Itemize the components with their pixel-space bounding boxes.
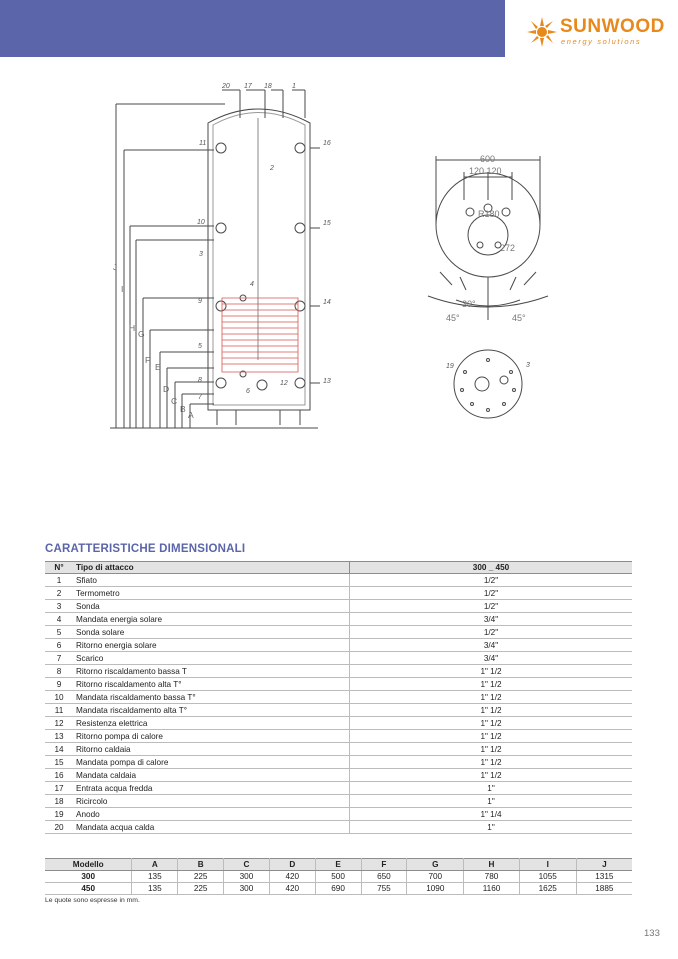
- plan-angle-right: 45°: [512, 313, 526, 323]
- dim-cell: 780: [464, 871, 519, 883]
- model-cell: 300: [45, 871, 132, 883]
- cell-value: 1" 1/2: [350, 704, 633, 717]
- section-title: CARATTERISTICHE DIMENSIONALI: [45, 543, 246, 555]
- cell-type: Ritorno riscaldamento alta T°: [73, 678, 350, 691]
- cell-value: 1": [350, 821, 633, 834]
- solar-coil: [222, 298, 298, 372]
- cell-num: 20: [45, 821, 73, 834]
- brand-name: SUNWOOD: [560, 16, 665, 37]
- cell-value: 1/2": [350, 574, 633, 587]
- cell-value: 1": [350, 795, 633, 808]
- cell-value: 1": [350, 782, 633, 795]
- brand-tagline: energy solutions: [561, 37, 642, 46]
- cell-type: Sonda solare: [73, 626, 350, 639]
- dim-letter-b: B: [180, 404, 186, 414]
- table-row: [45, 782, 632, 795]
- cell-num: 7: [45, 652, 73, 665]
- label-left-7: 7: [198, 394, 202, 401]
- plan-angle-30: 30°: [462, 299, 476, 309]
- cell-num: 17: [45, 782, 73, 795]
- dim-cell: 225: [178, 883, 224, 895]
- cell-value: 1/2": [350, 626, 633, 639]
- connections-header-row: [45, 562, 632, 574]
- dim-header: C: [224, 859, 270, 871]
- cell-type: Ricircolo: [73, 795, 350, 808]
- cell-value: 1" 1/2: [350, 665, 633, 678]
- cell-num: 16: [45, 769, 73, 782]
- cell-type: Anodo: [73, 808, 350, 821]
- table-row: [45, 678, 632, 691]
- table-row: [45, 691, 632, 704]
- table-row: [45, 769, 632, 782]
- technical-drawing: [0, 70, 678, 450]
- cell-value: 1" 1/2: [350, 730, 633, 743]
- cell-type: Resistenza elettrica: [73, 717, 350, 730]
- table-row: [45, 743, 632, 756]
- dim-letter-j: J: [113, 262, 118, 272]
- cell-num: 1: [45, 574, 73, 587]
- cell-value: 1" 1/2: [350, 691, 633, 704]
- dim-cell: 755: [361, 883, 407, 895]
- dim-cell: 1090: [407, 883, 464, 895]
- cell-value: 3/4": [350, 613, 633, 626]
- dim-letter-i: I: [121, 284, 124, 294]
- cell-value: 1" 1/4: [350, 808, 633, 821]
- table-row: [45, 808, 632, 821]
- cell-type: Ritorno caldaia: [73, 743, 350, 756]
- dim-letter-g: G: [138, 329, 145, 339]
- model-cell: 450: [45, 883, 132, 895]
- label-left-9: 4: [250, 281, 254, 288]
- plan-inner: 272: [500, 243, 516, 253]
- page-number: 133: [644, 928, 660, 939]
- cell-value: 1/2": [350, 587, 633, 600]
- cell-type: Ritorno riscaldamento bassa T: [73, 665, 350, 678]
- label-top-1: 20: [222, 83, 230, 90]
- cell-num: 11: [45, 704, 73, 717]
- cell-num: 19: [45, 808, 73, 821]
- cell-num: 2: [45, 587, 73, 600]
- header-value: 300 _ 450: [350, 562, 633, 574]
- table-row: [45, 883, 632, 895]
- cell-num: 13: [45, 730, 73, 743]
- dim-cell: 1885: [576, 883, 632, 895]
- label-left-6: 8: [198, 377, 202, 384]
- label-right-3: 14: [323, 299, 331, 306]
- label-left-8: 6: [246, 388, 250, 395]
- dim-header: E: [315, 859, 361, 871]
- table-row: [45, 795, 632, 808]
- cell-type: Mandata riscaldamento bassa T°: [73, 691, 350, 704]
- table-row: [45, 717, 632, 730]
- cell-num: 8: [45, 665, 73, 678]
- cell-num: 14: [45, 743, 73, 756]
- dim-cell: 300: [224, 871, 270, 883]
- dim-letter-e: E: [155, 362, 161, 372]
- tank-outline: [208, 109, 310, 410]
- dim-header: Modello: [45, 859, 132, 871]
- flange-label-19: 19: [446, 363, 454, 370]
- dim-letter-a: A: [188, 410, 194, 420]
- dim-cell: 135: [132, 883, 178, 895]
- cell-type: Mandata caldaia: [73, 769, 350, 782]
- dim-cell: 650: [361, 871, 407, 883]
- dim-letter-c: C: [171, 396, 178, 406]
- label-top-4: 1: [292, 83, 296, 90]
- label-right-2: 15: [323, 220, 331, 227]
- dim-cell: 1315: [576, 871, 632, 883]
- cell-value: 1/2": [350, 600, 633, 613]
- plan-radius: R180: [478, 209, 500, 219]
- dim-header: G: [407, 859, 464, 871]
- table-row: [45, 704, 632, 717]
- cell-num: 4: [45, 613, 73, 626]
- cell-type: Mandata pompa di calore: [73, 756, 350, 769]
- dim-header: B: [178, 859, 224, 871]
- cell-type: Ritorno energia solare: [73, 639, 350, 652]
- dim-letter-h: H: [129, 323, 136, 333]
- table-row: [45, 730, 632, 743]
- dim-header: D: [269, 859, 315, 871]
- table-row: [45, 574, 632, 587]
- dim-cell: 135: [132, 871, 178, 883]
- cell-type: Mandata energia solare: [73, 613, 350, 626]
- sun-logo-icon: [526, 16, 558, 48]
- dimensions-header-row: [45, 859, 632, 871]
- dim-cell: 500: [315, 871, 361, 883]
- dim-cell: 1055: [519, 871, 576, 883]
- dim-header: A: [132, 859, 178, 871]
- dim-header: I: [519, 859, 576, 871]
- cell-value: 1" 1/2: [350, 743, 633, 756]
- dimensions-table: [45, 858, 632, 895]
- dim-header: J: [576, 859, 632, 871]
- dim-cell: 700: [407, 871, 464, 883]
- label-left-4: 9: [198, 298, 202, 305]
- cell-value: 1" 1/2: [350, 678, 633, 691]
- label-right-4: 13: [323, 378, 331, 385]
- sunwood-logo: [526, 14, 666, 50]
- connections-table: [45, 561, 632, 834]
- dim-cell: 420: [269, 871, 315, 883]
- dim-letter-f: F: [145, 355, 151, 365]
- cell-value: 1" 1/2: [350, 756, 633, 769]
- dim-cell: 1160: [464, 883, 519, 895]
- cell-type: Entrata acqua fredda: [73, 782, 350, 795]
- dim-cell: 420: [269, 883, 315, 895]
- label-top-3: 18: [264, 83, 272, 90]
- cell-type: Mandata acqua calda: [73, 821, 350, 834]
- cell-value: 1" 1/2: [350, 717, 633, 730]
- label-left-1: 11: [199, 140, 207, 147]
- dim-header: F: [361, 859, 407, 871]
- table-row: [45, 652, 632, 665]
- table-row: [45, 600, 632, 613]
- dim-header: H: [464, 859, 519, 871]
- dim-letter-d: D: [163, 384, 170, 394]
- cell-type: Mandata riscaldamento alta T°: [73, 704, 350, 717]
- plan-spacing: 120 120: [469, 166, 502, 176]
- table-row: [45, 639, 632, 652]
- cell-num: 12: [45, 717, 73, 730]
- cell-num: 3: [45, 600, 73, 613]
- label-top-2: 17: [244, 83, 252, 90]
- dim-cell: 690: [315, 883, 361, 895]
- cell-value: 3/4": [350, 652, 633, 665]
- cell-num: 9: [45, 678, 73, 691]
- cell-num: 18: [45, 795, 73, 808]
- cell-type: Scarico: [73, 652, 350, 665]
- dim-cell: 300: [224, 883, 270, 895]
- cell-num: 15: [45, 756, 73, 769]
- header-band: [0, 0, 505, 57]
- dim-cell: 225: [178, 871, 224, 883]
- cell-num: 5: [45, 626, 73, 639]
- plan-width: 600: [480, 154, 496, 164]
- table-row: [45, 626, 632, 639]
- table-row: [45, 613, 632, 626]
- table-row: [45, 587, 632, 600]
- cell-type: Termometro: [73, 587, 350, 600]
- cell-value: 1" 1/2: [350, 769, 633, 782]
- header-num: N°: [45, 562, 73, 574]
- table-row: [45, 871, 632, 883]
- cell-num: 6: [45, 639, 73, 652]
- table-row: [45, 821, 632, 834]
- label-left-5: 5: [198, 343, 202, 350]
- cell-type: Sfiato: [73, 574, 350, 587]
- label-left-10: 2: [270, 165, 274, 172]
- cell-num: 10: [45, 691, 73, 704]
- table-row: [45, 756, 632, 769]
- cell-type: Sonda: [73, 600, 350, 613]
- label-right-1: 16: [323, 140, 331, 147]
- label-left-2: 10: [197, 219, 205, 226]
- flange-label-3: 3: [526, 362, 530, 369]
- units-note: Le quote sono espresse in mm.: [45, 897, 140, 904]
- plan-angle-left: 45°: [446, 313, 460, 323]
- cell-value: 3/4": [350, 639, 633, 652]
- label-left-3: 3: [199, 251, 203, 258]
- cell-type: Ritorno pompa di calore: [73, 730, 350, 743]
- label-right-5: 12: [280, 380, 288, 387]
- header-type: Tipo di attacco: [73, 562, 350, 574]
- table-row: [45, 665, 632, 678]
- dim-cell: 1625: [519, 883, 576, 895]
